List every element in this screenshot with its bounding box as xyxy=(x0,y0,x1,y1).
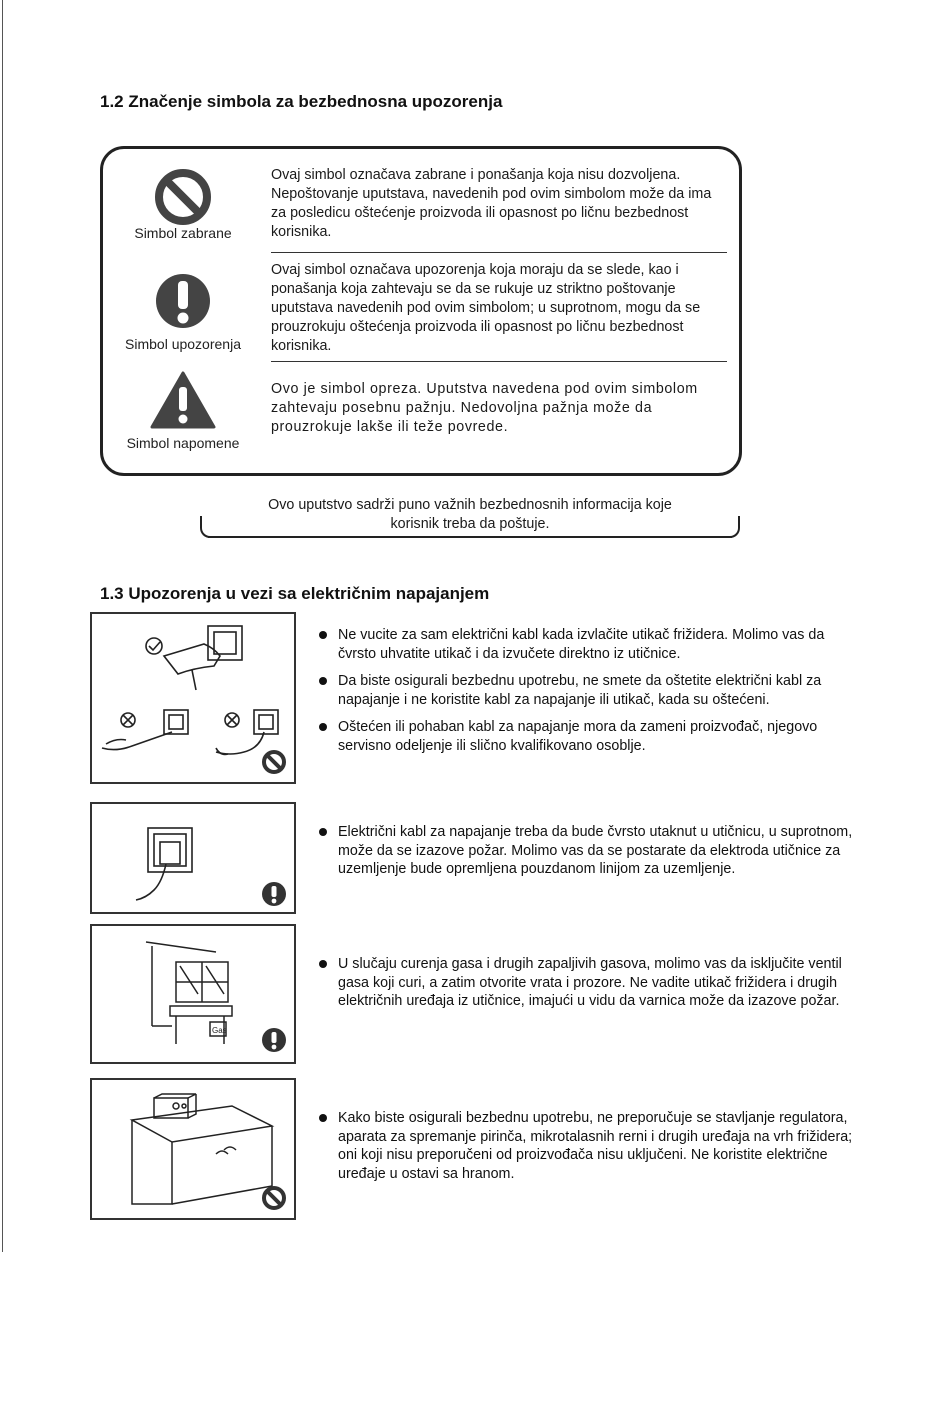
symbol-legend-box xyxy=(100,146,742,476)
row-divider xyxy=(271,361,727,362)
list-item: Da biste osigurali bezbednu upotrebu, ne smete da oštetite električni kabl za napajanje i ne koristite kabl za napajanje ili utikač, kada su oštećeni. xyxy=(318,672,858,709)
prohibition-icon xyxy=(264,1188,284,1208)
power-warning-list-3 xyxy=(318,955,858,1020)
list-item: Električni kabl za napajanje treba da bude čvrsto utaknut u utičnicu, u suprotnom, može da se izazove požar. Molimo vas da se postarate da elektroda utičnice za uzemljenje bude opremljena pouzdanom linijom za uzemljenje. xyxy=(318,823,858,879)
list-item: U slučaju curenja gasa i drugih zapaljivih gasova, molimo vas da isključite ventil gasa koji curi, a zatim otvorite vrata i prozore. Ne vadite utikač frižidera i drugih električnih uređaja iz utičnice, imajući u vidu da varnica može da izazove požar. xyxy=(318,955,858,1011)
row-divider xyxy=(271,252,727,253)
power-warning-list-1 xyxy=(318,626,858,764)
important-info-note xyxy=(200,496,740,542)
appliance-on-fridge-illustration xyxy=(90,1078,296,1220)
warning-exclamation-icon xyxy=(103,271,263,336)
symbol-caption: Simbol zabrane xyxy=(134,225,232,241)
plug-in-socket-illustration xyxy=(90,802,296,914)
page-edge-rule xyxy=(2,0,3,1252)
list-item: Oštećen ili pohaban kabl za napajanje mora da zameni proizvođač, njegovo servisno odeljenje ili slično kvalifikovano osoblje. xyxy=(318,718,858,755)
note-text: Ovo uputstvo sadrži puno važnih bezbednosnih informacija koje korisnik treba da poštuje. xyxy=(268,497,672,532)
symbol-description: Ovaj simbol označava zabrane i ponašanja koja nisu dozvoljena. Nepoštovanje uputstava, navedenih pod ovim simbolom može da ima za posledicu oštećenje proizvoda ili opasnost po ličnu bezbednost korisnika. xyxy=(271,167,712,240)
gas-leak-window-illustration xyxy=(90,924,296,1064)
gas-label: Gas xyxy=(212,1026,227,1035)
caution-triangle-icon xyxy=(103,371,263,434)
symbol-description: Ovo je simbol opreza. Uputstva navedena pod ovim simbolom zahtevaju posebnu pažnju. Nedovoljna pažnja može da prouzrokuje lakše ili teže povrede. xyxy=(271,381,698,435)
note-bracket-right xyxy=(730,516,740,538)
note-bracket-left xyxy=(200,516,210,538)
unplug-by-plug-illustration xyxy=(90,612,296,784)
prohibition-icon xyxy=(264,752,284,772)
symbol-description: Ovaj simbol označava upozorenja koja moraju da se slede, kao i ponašanja koja zahtevaju se da se rukuje uz striktno poštovanje uputstava navedenih pod ovim simbolom; u suprotnom, mogu da se prouzrokuju oštećenja proizvoda ili opasnost po ličnu bezbednost korisnika. xyxy=(271,262,701,354)
prohibition-icon xyxy=(103,167,263,232)
list-item: Ne vucite za sam električni kabl kada izvlačite utikač frižidera. Molimo vas da čvrsto uhvatite utikač i da izvučete direktno iz utičnice. xyxy=(318,626,858,663)
warning-exclamation-icon xyxy=(262,1028,286,1052)
warning-exclamation-icon xyxy=(262,882,286,906)
symbol-caption: Simbol upozorenja xyxy=(125,336,241,352)
list-item: Kako biste osigurali bezbednu upotrebu, ne preporučuje se stavljanje regulatora, aparata za spremanje pirinča, mikrotalasnih rerni i drugih uređaja na vrh frižidera; oni koji nisu preporučeni od proizvođača nisu uključeni. Ne koristite električne uređaje u ostavi sa hranom. xyxy=(318,1109,858,1183)
symbol-caption: Simbol napomene xyxy=(126,435,240,451)
note-underline xyxy=(208,536,732,538)
power-warning-list-2 xyxy=(318,823,858,888)
power-warning-list-4 xyxy=(318,1109,858,1192)
section-1-2-title: 1.2 Značenje simbola za bezbednosna upozorenja xyxy=(100,92,503,111)
section-1-3-title: 1.3 Upozorenja u vezi sa električnim napajanjem xyxy=(100,584,490,603)
